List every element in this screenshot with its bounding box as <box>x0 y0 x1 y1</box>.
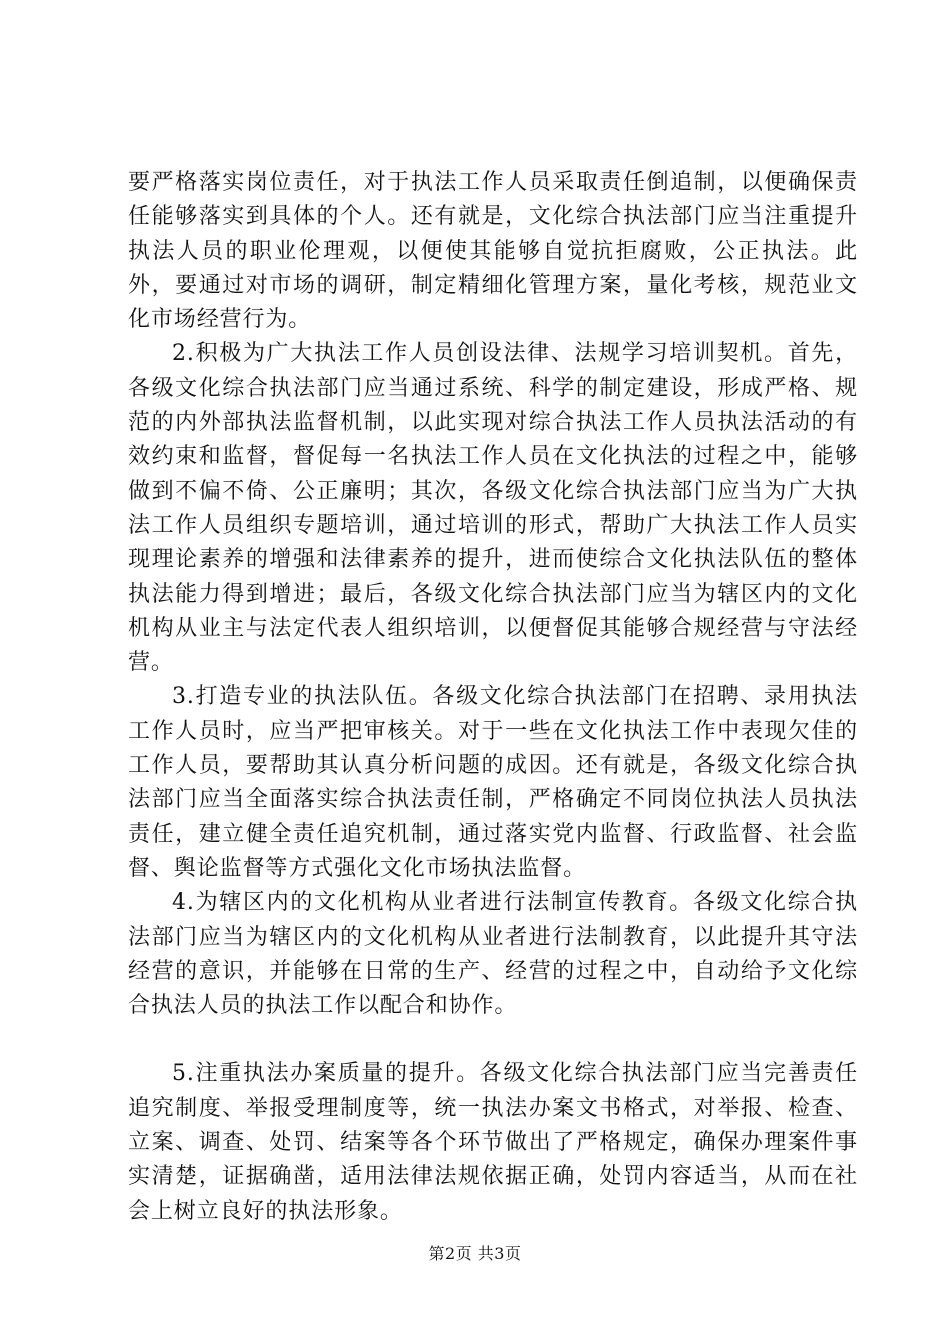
paragraph-3: 3.打造专业的执法队伍。各级文化综合执法部门在招聘、录用执法工作人员时，应当严把审核关。对于一些在文化执法工作中表现欠佳的工作人员，要帮助其认真分析问题的成因。还有就是，各级文化综合执法部门应当全面落实综合执法责任制，严格确定不同岗位执法人员执法责任，建立健全责任追究机制，通过落实党内监督、行政监督、社会监督、舆论监督等方式强化文化市场执法监督。 <box>128 684 858 881</box>
paragraph-5: 5.注重执法办案质量的提升。各级文化综合执法部门应当完善责任追究制度、举报受理制度等，统一执法办案文书格式，对举报、检查、立案、调查、处罚、结案等各个环节做出了严格规定，确保办理案件事实清楚，证据确凿，适用法律法规依据正确，处罚内容适当，从而在社会上树立良好的执法形象。 <box>128 1061 858 1224</box>
paragraph-2: 2.积极为广大执法工作人员创设法律、法规学习培训契机。首先，各级文化综合执法部门应当通过系统、科学的制定建设，形成严格、规范的内外部执法监督机制，以此实现对综合执法工作人员执法活动的有效约束和监督，督促每一名执法工作人员在文化执法的过程之中，能够做到不偏不倚、公正廉明；其次，各级文化综合执法部门应当为广大执法工作人员组织专题培训，通过培训的形式，帮助广大执法工作人员实现理论素养的增强和法律素养的提升，进而使综合文化执法队伍的整体执法能力得到增进；最后，各级文化综合执法部门应当为辖区内的文化机构从业主与法定代表人组织培训，以便督促其能够合规经营与守法经营。 <box>128 341 858 676</box>
document-body <box>128 166 858 1229</box>
paragraph-1: 要严格落实岗位责任，对于执法工作人员采取责任倒追制，以便确保责任能够落实到具体的个人。还有就是，文化综合执法部门应当注重提升执法人员的职业伦理观，以便使其能够自觉抗拒腐败，公正执法。此外，要通过对市场的调研，制定精细化管理方案，量化考核，规范业文化市场经营行为。 <box>128 170 858 333</box>
paragraph-4: 4.为辖区内的文化机构从业者进行法制宣传教育。各级文化综合执法部门应当为辖区内的文化机构从业者进行法制教育，以此提升其守法经营的意识，并能够在日常的生产、经营的过程之中，自动给予文化综合执法人员的执法工作以配合和协作。 <box>128 890 858 1019</box>
page-footer: 第2页 共3页 <box>428 1244 522 1263</box>
